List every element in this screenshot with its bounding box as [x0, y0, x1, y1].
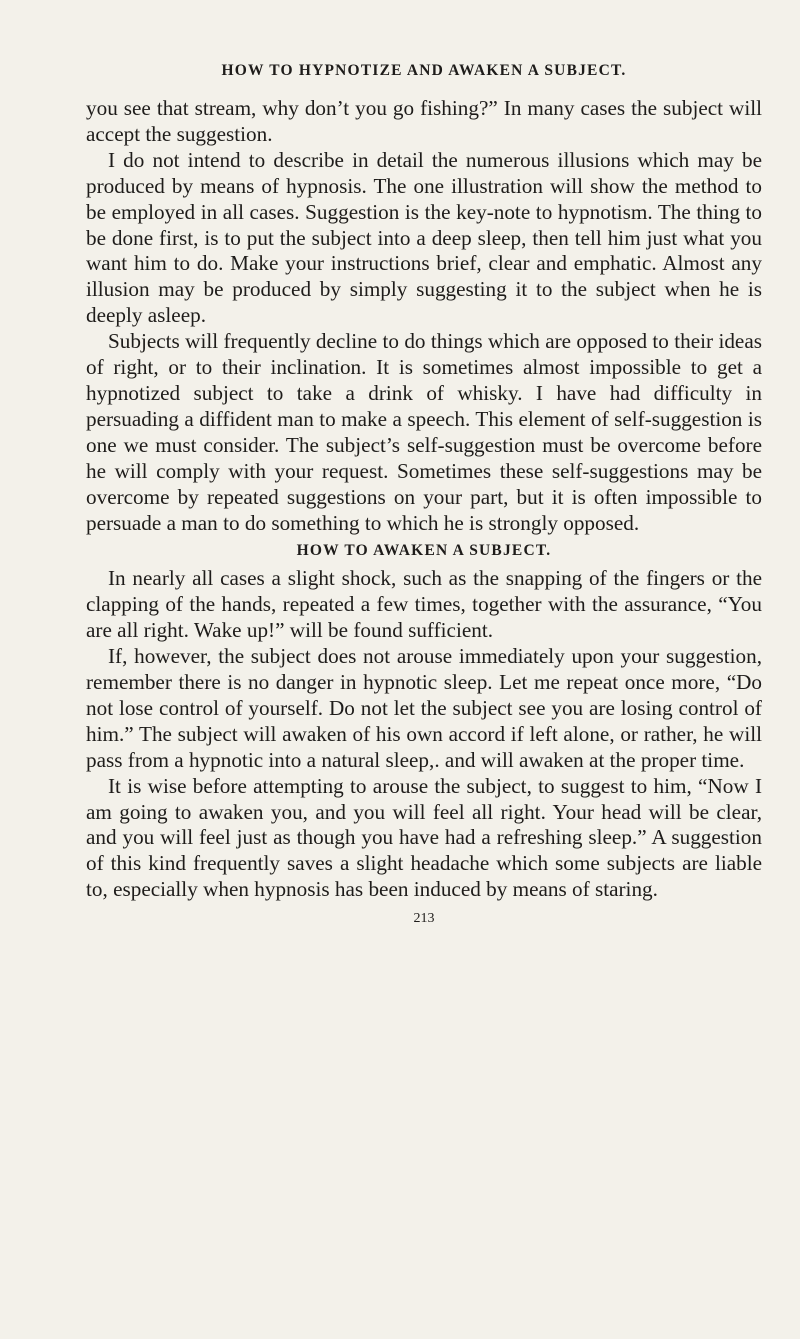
- paragraph: If, however, the subject does not arouse immediately upon your suggestion, remember there is no danger in hypnotic sleep. Let me repeat once more, “Do not lose control of yourself. Do not let the subject see you are losing control of him.” The subject will awaken of his own accord if left alone, or rather, he will pass from a hypnotic into a natural sleep,. and will awaken at the proper time.: [86, 644, 762, 772]
- paragraph: Subjects will frequently decline to do things which are opposed to their ideas of right, or to their inclination. It is sometimes almost impossible to get a hypnotized subject to take a drink of whisky. I have had difficulty in persuading a diffident man to make a speech. This element of self-suggestion is one we must consider. The subject’s self-suggestion must be overcome before he will comply with your request. Sometimes these self-suggestions may be overcome by repeated suggestions on your part, but it is often impossible to persuade a man to do something to which he is strongly opposed.: [86, 329, 762, 535]
- paragraph: It is wise before attempting to arouse the subject, to suggest to him, “Now I am going to awaken you, and you will feel all right. Your head will be clear, and you will feel just as though you have had a refreshing sleep.” A suggestion of this kind frequently saves a slight headache which some subjects are liable to, especially when hypnosis has been induced by means of staring.: [86, 773, 762, 902]
- paragraph: you see that stream, why don’t you go fishing?” In many cases the subject will accept the suggestion.: [86, 96, 762, 146]
- running-head: HOW TO HYPNOTIZE AND AWAKEN A SUBJECT.: [221, 62, 627, 79]
- paragraph: I do not intend to describe in detail the numerous illusions which may be produced by means of hypnosis. The one illustration will show the method to be employed in all cases. Suggestion is the key-note to hypnotism. The thing to be done first, is to put the subject into a deep sleep, then tell him just what you want him to do. Make your instructions brief, clear and emphatic. Almost any illusion may be produced by simply suggesting it to the subject when he is deeply asleep.: [86, 147, 762, 328]
- page-number: 213: [413, 911, 435, 927]
- body-text-bottom: [86, 566, 762, 903]
- paragraph: In nearly all cases a slight shock, such as the snapping of the fingers or the clapping of the hands, repeated a few times, together with the assurance, “You are all right. Wake up!” will be found sufficient.: [86, 566, 762, 643]
- section-heading: HOW TO AWAKEN A SUBJECT.: [296, 542, 552, 560]
- body-text-top: [86, 96, 762, 536]
